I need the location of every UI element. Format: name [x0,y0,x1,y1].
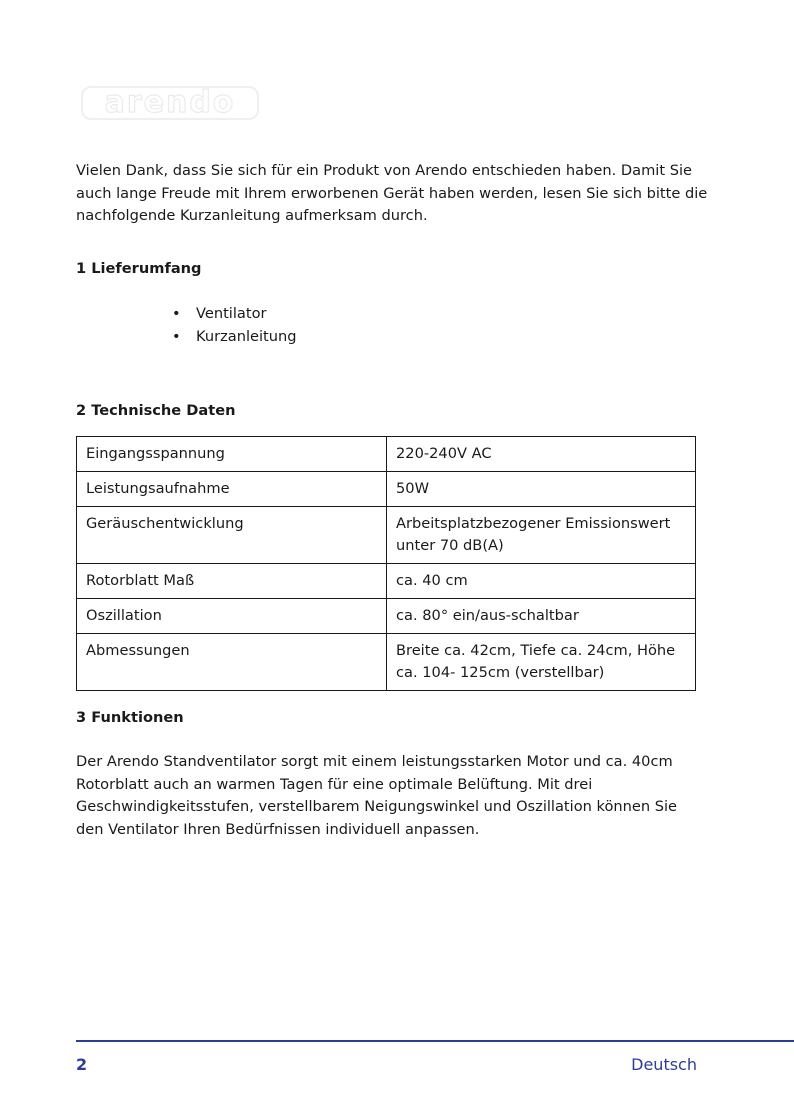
spec-key: Rotorblatt Maß [77,564,387,599]
page-number: 2 [76,1055,88,1074]
spec-value: ca. 40 cm [387,564,696,599]
footer-divider [76,1040,794,1042]
spec-key: Leistungsaufnahme [77,472,387,507]
spec-key: Abmessungen [77,634,387,691]
spec-value: Breite ca. 42cm, Tiefe ca. 24cm, Höhe ca. 104- 125cm (verstellbar) [387,634,696,691]
section-heading-funktionen: 3 Funktionen [76,709,184,726]
functions-paragraph: Der Arendo Standventilator sorgt mit einem leistungsstarken Motor und ca. 40cm Rotorblatt auch an warmen Tagen für eine optimale Belüftung. Mit drei Geschwindigkeitsstufen, verstellbarem Neigungswinkel und Oszillation können Sie den Ventilator Ihren Bedürfnissen individuell anpassen. [76,753,678,839]
table-row [77,599,696,634]
delivery-contents-list [172,302,297,348]
list-item: • Kurzanleitung [172,325,297,348]
list-item: • Ventilator [172,302,297,325]
spec-key: Geräuschentwicklung [77,507,387,564]
spec-value: 220-240V AC [387,437,696,472]
spec-key: Eingangsspannung [77,437,387,472]
table-row [77,634,696,691]
svg-text:arendo: arendo [104,85,236,120]
spec-value: Arbeitsplatzbezogener Emissionswert unter 70 dB(A) [387,507,696,564]
section-heading-lieferumfang: 1 Lieferumfang [76,260,202,277]
arendo-logo [80,84,260,122]
table-row [77,472,696,507]
table-row [77,437,696,472]
section-heading-technische-daten: 2 Technische Daten [76,402,236,419]
footer-language-label: Deutsch [631,1055,697,1074]
technical-data-table [76,436,696,691]
intro-paragraph: Vielen Dank, dass Sie sich für ein Produkt von Arendo entschieden haben. Damit Sie auch lange Freude mit Ihrem erworbenen Gerät haben werden, lesen Sie sich bitte die nachfolgende Kurzanleitung aufmerksam durch. [76,162,708,224]
spec-value: ca. 80° ein/aus-schaltbar [387,599,696,634]
spec-value: 50W [387,472,696,507]
table-row [77,507,696,564]
spec-key: Oszillation [77,599,387,634]
table-row [77,564,696,599]
